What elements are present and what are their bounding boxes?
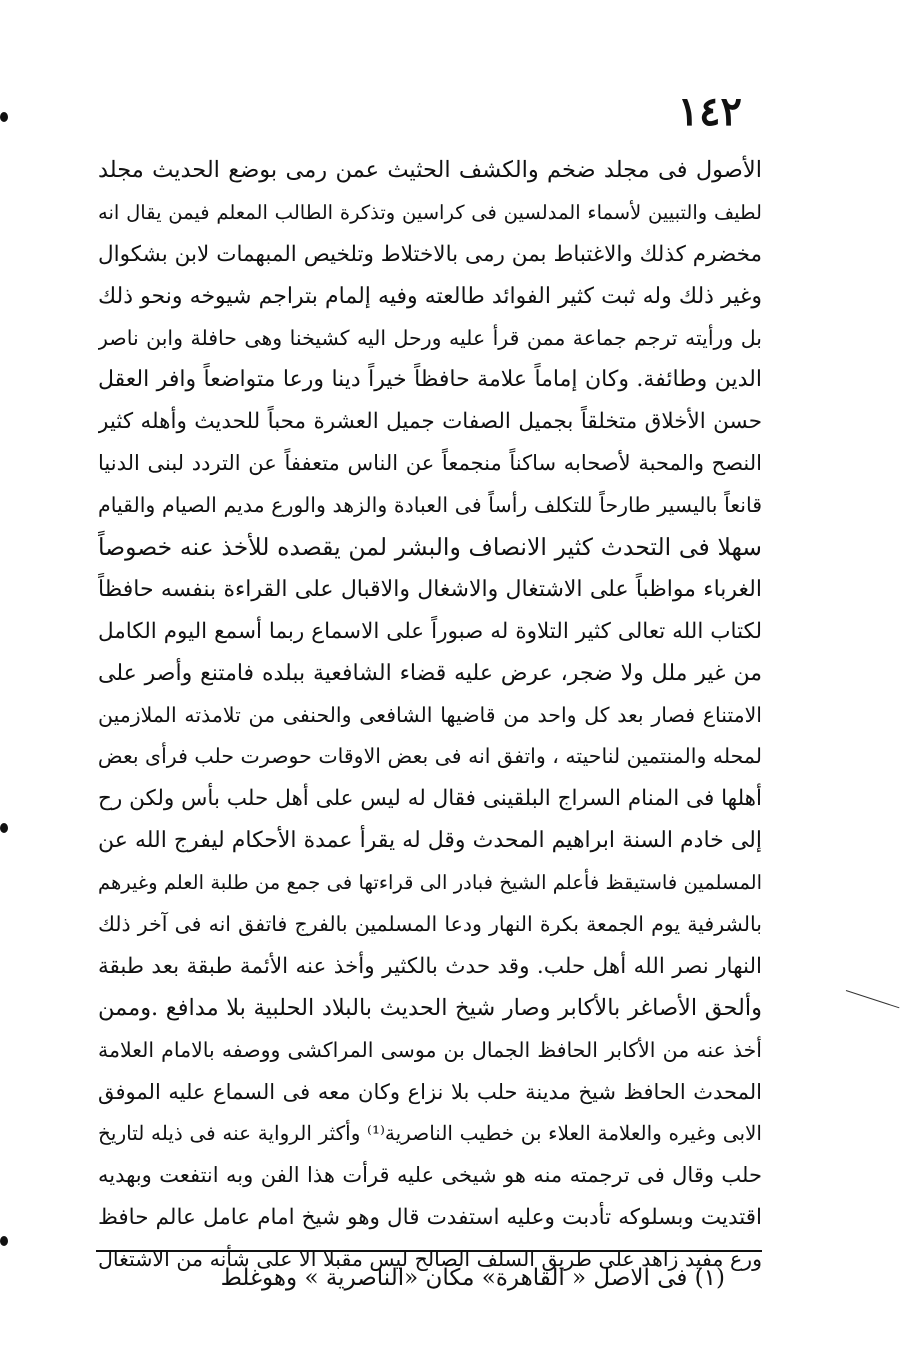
text-line: الابى وغيره والعلامة العلاء بن خطيب الناصرية⁽¹⁾ وأكثر الرواية عنه فى ذيله لتاريخ (98, 1121, 762, 1146)
text-line: المسلمين فاستيقظ فأعلم الشيخ فبادر الى قراءتها فى جمع من طلبة العلم وغيرهم (98, 871, 762, 895)
text-line: حسن الأخلاق متخلقاً بجميل الصفات جميل العشرة محباً للحديث وأهله كثير (98, 409, 762, 435)
text-line: لمحله والمنتمين لناحيته ، واتفق انه فى بعض الاوقات حوصرت حلب فرأى بعض (98, 744, 762, 769)
stray-pen-mark (846, 990, 900, 1008)
text-line: أخذ عنه من الأكابر الحافظ الجمال بن موسى المراكشى ووصفه بالامام العلامة (98, 1037, 762, 1062)
text-line: الأصول فى مجلد ضخم والكشف الحثيث عمن رمى بوضع الحديث مجلد (98, 157, 762, 183)
text-line: لطيف والتبيين لأسماء المدلسين فى كراسين وتذكرة الطالب المعلم فيمن يقال انه (98, 200, 762, 224)
text-line: إلى خادم السنة ابراهيم المحدث وقل له يقرأ عمدة الأحكام ليفرج الله عن (98, 828, 762, 854)
text-line: مخضرم كذلك والاغتباط بمن رمى بالاختلاط وتلخيص المبهمات لابن بشكوال (98, 241, 762, 267)
footnote-separator (96, 1250, 762, 1252)
page-number: ١٤٢ (677, 88, 742, 135)
text-line: وألحق الأصاغر بالأكابر وصار شيخ الحديث بالبلاد الحلبية بلا مدافع .وممن (98, 994, 762, 1021)
footnote: (١) فى الاصل « القاهرة» مكان «الناصرية » وهوغلط (220, 1265, 725, 1291)
text-line: بالشرفية يوم الجمعة بكرة النهار ودعا المسلمين بالفرج فاتفق انه فى آخر ذلك (98, 912, 762, 937)
text-line: اقتديت وبسلوكه تأدبت وعليه استفدت قال وهو شيخ امام عامل عالم حافظ (98, 1205, 762, 1231)
margin-mark-bottom (0, 1236, 8, 1246)
text-line: سهلا فى التحدث كثير الانصاف والبشر لمن يقصده للأخذ عنه خصوصاً (98, 533, 762, 562)
text-line: حلب وقال فى ترجمته منه هو شيخى عليه قرأت هذا الفن وبه انتفعت وبهديه (98, 1163, 762, 1188)
text-line: لكتاب الله تعالى كثير التلاوة له صبوراً على الاسماع ربما أسمع اليوم الكامل (98, 618, 762, 644)
text-line: قانعاً باليسير طارحاً للتكلف رأساً فى العبادة والزهد والورع مديم الصيام والقيام (98, 493, 762, 518)
text-line: النهار نصر الله أهل حلب. وقد حدث بالكثير وأخذ عنه الأئمة طبقة بعد طبقة (98, 953, 762, 979)
text-line: وغير ذلك وله ثبت كثير الفوائد طالعته وفيه إلمام بتراجم شيوخه ونحو ذلك (98, 283, 762, 309)
text-line: الغرباء مواظباً على الاشتغال والاشغال والاقبال على القراءة بنفسه حافظاً (98, 576, 762, 602)
text-line: أهلها فى المنام السراج البلقينى فقال له ليس على أهل حلب بأس ولكن رح (98, 786, 762, 812)
text-line: ورع مفيد زاهد على طريق السلف الصالح ليس مقبلا الا على شأنه من الاشتغال (98, 1247, 762, 1272)
text-line: الامتناع فصار بعد كل واحد من قاضيها الشافعى والحنفى من تلامذته الملازمين (98, 702, 762, 727)
body-text (98, 150, 762, 1281)
text-line: بل ورأيته ترجم جماعة ممن قرأ عليه ورحل اليه كشيخنا وهى حافلة وابن ناصر (98, 325, 762, 350)
text-line: من غير ملل ولا ضجر، عرض عليه قضاء الشافعية ببلده فامتنع وأصر على (98, 660, 762, 686)
margin-mark-top (0, 112, 8, 122)
margin-mark-middle (0, 823, 8, 833)
text-line: المحدث الحافظ شيخ مدينة حلب بلا نزاع وكان معه فى السماع عليه الموفق (98, 1079, 762, 1104)
text-line: الدين وطائفة. وكان إماماً علامة حافظاً خيراً دينا ورعا متواضعاً وافر العقل (98, 367, 762, 393)
text-line: النصح والمحبة لأصحابه ساكناً منجمعاً عن الناس متعففاً عن التردد لبنى الدنيا (98, 451, 762, 476)
